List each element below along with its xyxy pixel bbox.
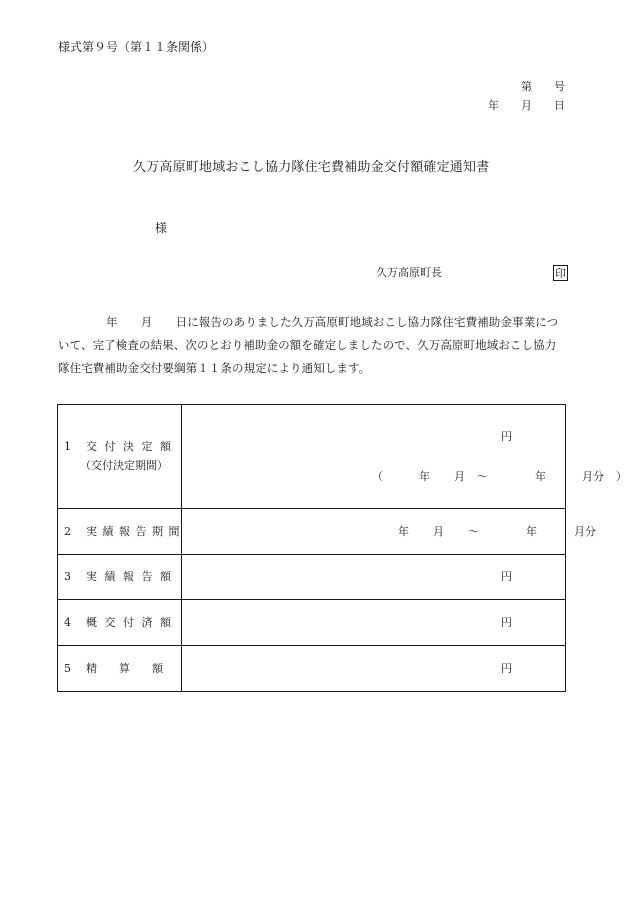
row-number: 3 xyxy=(64,570,71,583)
period-close: ） xyxy=(616,470,627,483)
table-row xyxy=(58,509,566,555)
period-month-1: 月 xyxy=(454,470,465,483)
table-row xyxy=(58,600,566,646)
body-line-3: 隊住宅費補助金交付要綱第１１条の規定により通知します。 xyxy=(58,361,371,375)
period-year-1: 年 xyxy=(419,470,430,483)
row-number: 4 xyxy=(64,616,71,629)
yen-unit: 円 xyxy=(501,570,512,583)
addressee-suffix: 様 xyxy=(155,221,168,235)
row-value-cell xyxy=(182,646,566,692)
row-label-cell xyxy=(58,555,182,600)
row-label-cell xyxy=(58,600,182,646)
yen-unit: 円 xyxy=(501,616,512,629)
yen-unit: 円 xyxy=(501,662,512,675)
row-label: 概 交 付 済 額 xyxy=(86,616,173,629)
table-row xyxy=(58,405,566,509)
row-label: 実 績 報 告 期 間 xyxy=(86,525,181,538)
table-row xyxy=(58,555,566,600)
issuer-name: 久万高原町長 xyxy=(376,266,442,279)
row-value-cell xyxy=(182,509,596,555)
row-label-cell xyxy=(58,509,182,555)
row-value-cell xyxy=(182,555,566,600)
document-number-label: 第 号 xyxy=(521,80,565,93)
form-number: 様式第９号（第１１条関係） xyxy=(58,40,215,54)
row-value-cell xyxy=(182,405,627,509)
row-label: 精 算 額 xyxy=(86,662,163,675)
period-year-2: 年 xyxy=(526,525,537,538)
period-month-1: 月 xyxy=(433,525,444,538)
row-label: 交 付 決 定 額 xyxy=(86,440,173,453)
row-number: 2 xyxy=(64,525,71,538)
row-number: 5 xyxy=(64,662,71,675)
period-year-1: 年 xyxy=(398,525,409,538)
document-date-label: 年 月 日 xyxy=(488,99,565,112)
row-label-cell xyxy=(58,405,182,509)
row-label: 実 績 報 告 額 xyxy=(86,570,173,583)
period-open: （ xyxy=(372,470,383,483)
period-tilde: ～ xyxy=(468,525,479,538)
table-row xyxy=(58,646,566,692)
row-value-cell xyxy=(182,600,566,646)
body-line-2: いて、完了検査の結果、次のとおり補助金の額を確定しましたので、久万高原町地域おこし協力 xyxy=(58,338,557,352)
document-title: 久万高原町地域おこし協力隊住宅費補助金交付額確定通知書 xyxy=(133,160,490,175)
yen-unit: 円 xyxy=(501,430,512,443)
body-line-1: 年 月 日に報告のありました久万高原町地域おこし協力隊住宅費補助金事業につ xyxy=(106,315,559,329)
row-sublabel: （交付決定期間） xyxy=(80,459,168,472)
period-tilde: ～ xyxy=(477,470,488,483)
row-number: 1 xyxy=(64,440,71,453)
period-year-2: 年 xyxy=(535,470,546,483)
period-month-2: 月分 xyxy=(574,525,596,538)
period-month-2: 月分 xyxy=(582,470,604,483)
row-label-cell xyxy=(58,646,182,692)
seal-mark: 印 xyxy=(555,267,566,280)
settlement-table xyxy=(57,404,627,692)
